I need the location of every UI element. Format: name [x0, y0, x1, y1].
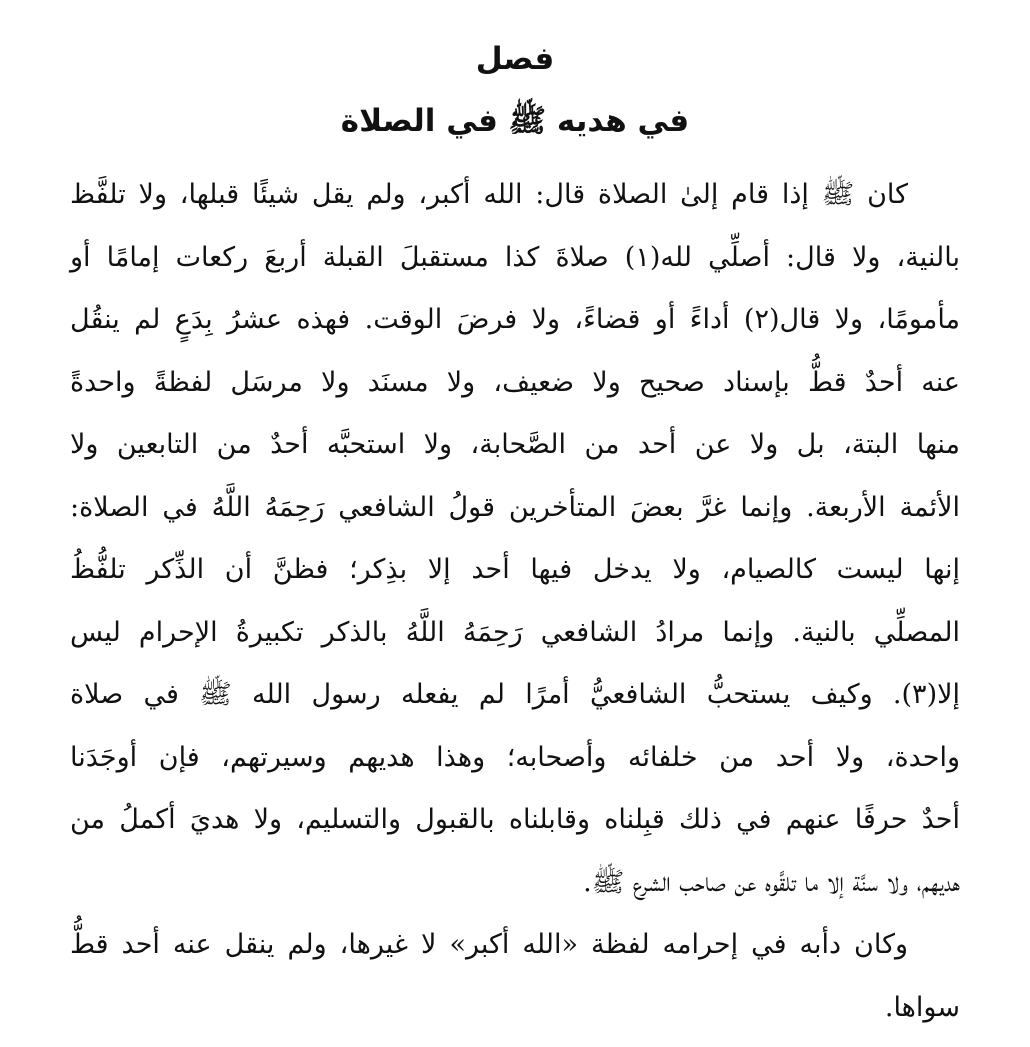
text-line: المصلِّي بالنية. وإنما مرادُ الشافعي رَحِمَهُ اللَّهُ بالذكر تكبيرةُ الإحرام ليس	[70, 616, 960, 648]
text-line: كان ﷺ إذا قام إلىٰ الصلاة قال: الله أكبر، ولم يقل شيئًا قبلها، ولا تلفَّظ	[70, 179, 908, 210]
section-title: في هديه ﷺ في الصلاة	[340, 103, 690, 139]
section-label: فصل	[475, 41, 555, 77]
text-line: هديهم، ولا سنَّة إلا ما تلقَّوه عن صاحب الشرع ﷺ.	[583, 866, 960, 898]
document-page	[70, 30, 960, 1027]
text-line: واحدة، ولا أحد من خلفائه وأصحابه؛ وهذا هديهم وسيرتهم، فإن أوجَدَنا	[70, 741, 960, 773]
text-line: الأئمة الأربعة. وإنما غرَّ بعضَ المتأخرين قولُ الشافعي رَحِمَهُ اللَّهُ في الصلاة:	[70, 491, 960, 523]
text-line: عنه أحدٌ قطُّ بإسناد صحيح ولا ضعيف، ولا مسنَد ولا مرسَل لفظةً واحدةً	[70, 366, 960, 398]
paragraph-2	[70, 914, 960, 1039]
text-line: بالنية، ولا قال: أصلِّي لله(١) صلاةَ كذا مستقبلَ القبلة أربعَ ركعات إمامًا أو	[70, 241, 960, 273]
text-line: أحدٌ حرفًا عنهم في ذلك قبِلناه وقابلناه بالقبول والتسليم، ولا هديَ أكملُ من	[70, 804, 960, 835]
text-line: إلا(٣). وكيف يستحبُّ الشافعيُّ أمرًا لم يفعله رسول الله ﷺ في صلاة	[70, 679, 960, 710]
text-line: مأمومًا، ولا قال(٢) أداءً أو قضاءً، ولا فرضَ الوقت. فهذه عشرُ بِدَعٍ لم ينقُل	[70, 304, 961, 335]
text-line: إنها ليست كالصيام، ولا يدخل فيها أحد إلا بذِكر؛ فظنَّ أن الذِّكر تلفُّظُ	[70, 554, 960, 585]
text-line: منها البتة، بل ولا عن أحد من الصَّحابة، ولا استحبَّه أحدٌ من التابعين ولا	[70, 429, 960, 460]
paragraph-1	[70, 164, 960, 914]
text-line: سواها.	[884, 991, 960, 1023]
text-line: وكان دأبه في إحرامه لفظة «الله أكبر» لا غيرها، ولم ينقل عنه أحد قطُّ	[70, 929, 908, 960]
